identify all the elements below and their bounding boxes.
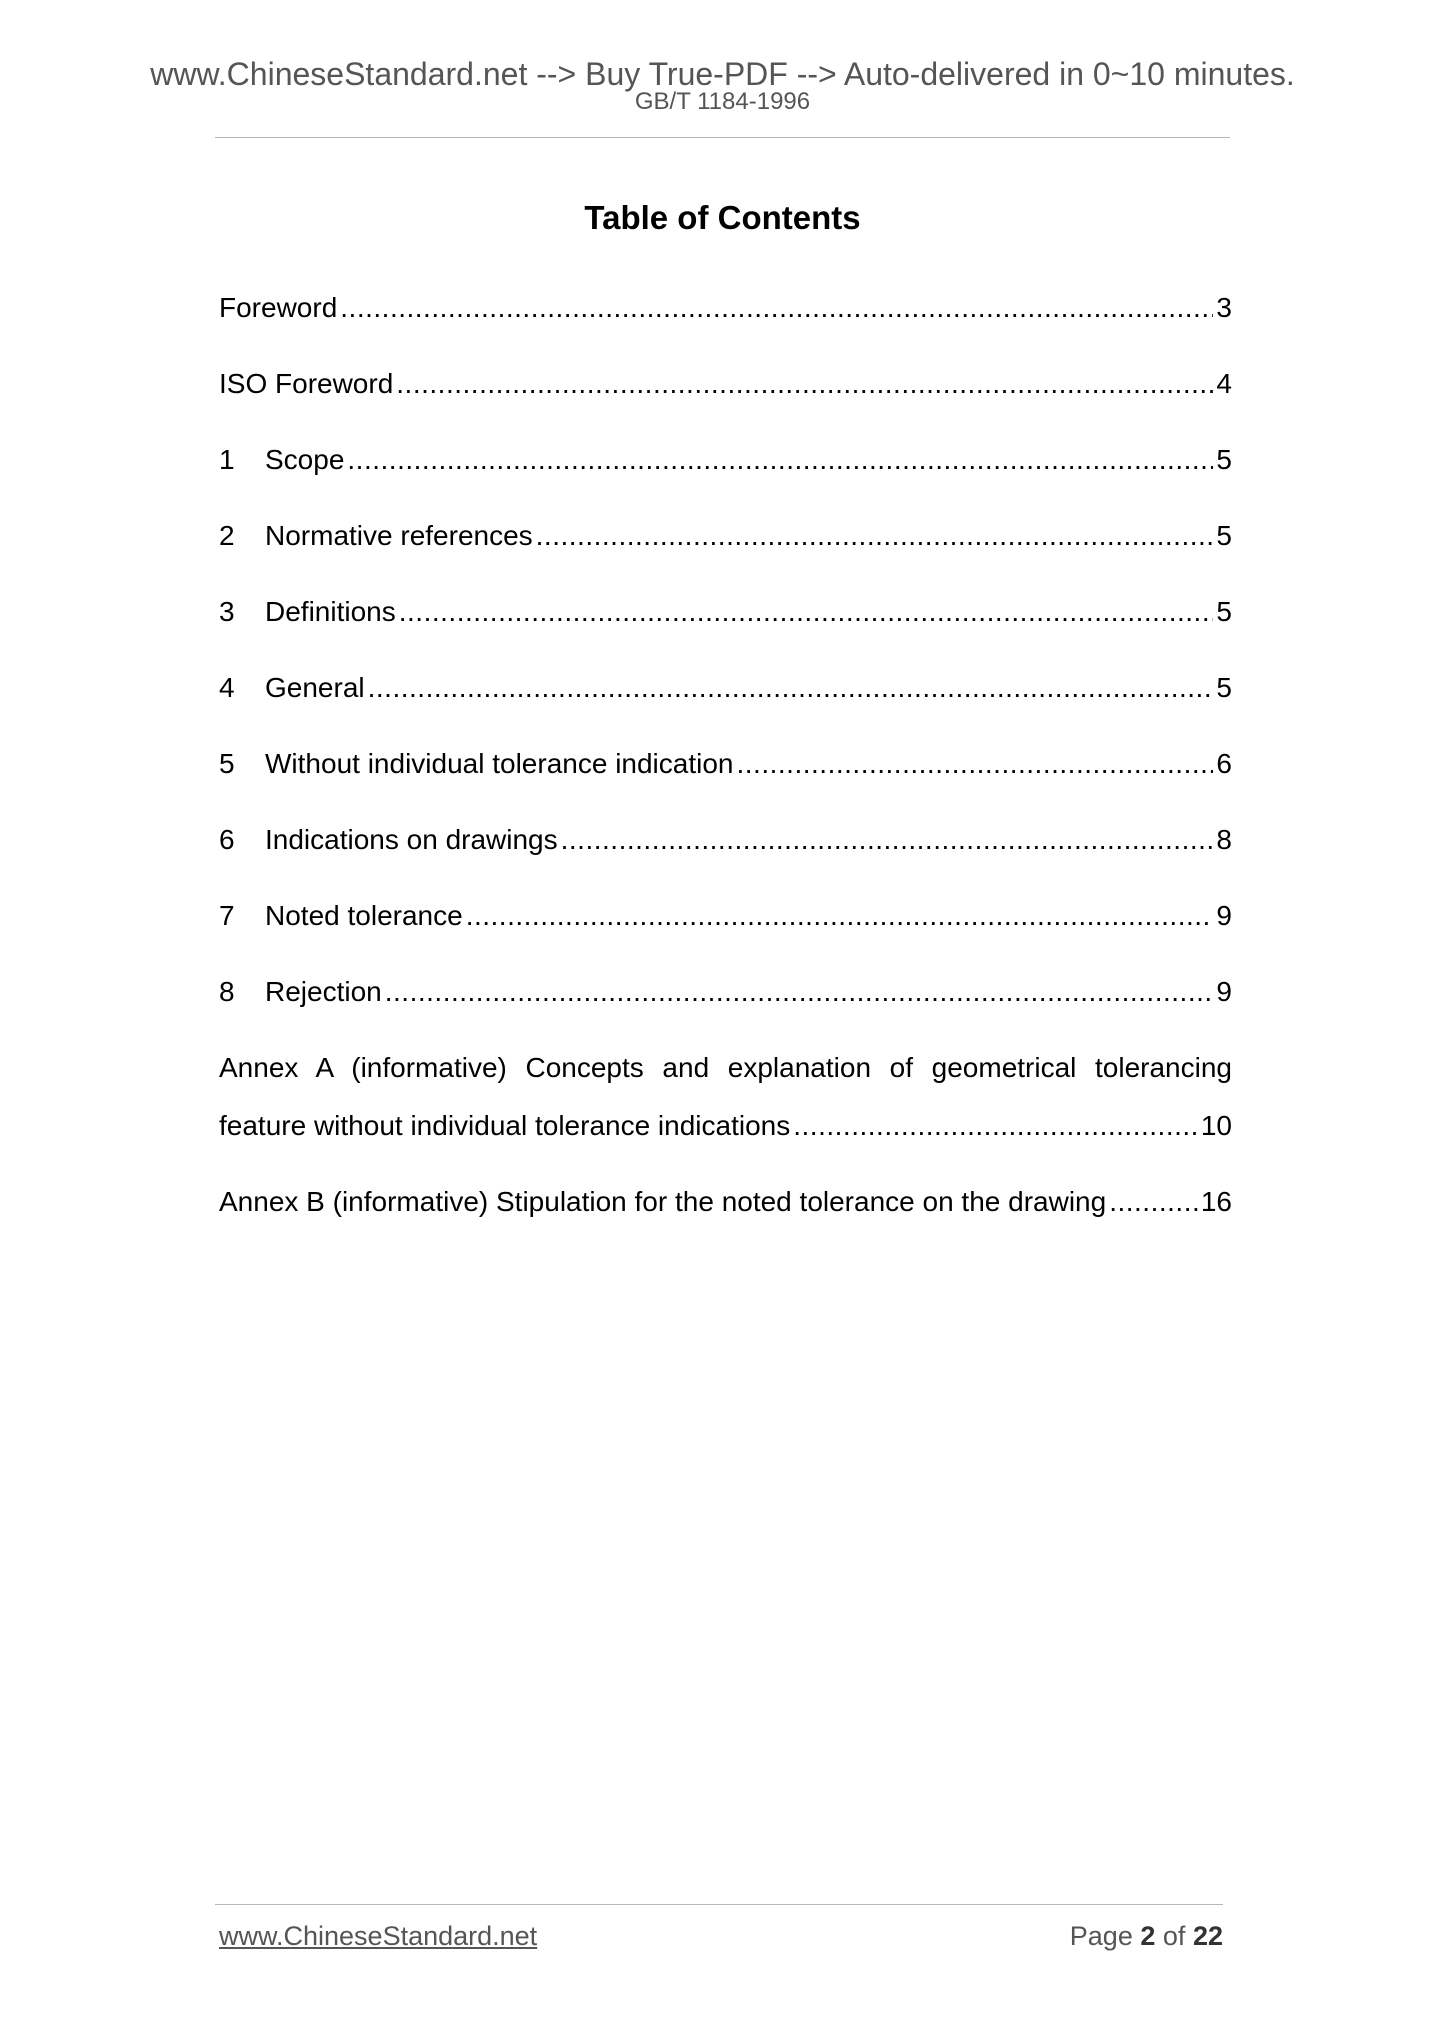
toc-entry-label: Normative references	[265, 520, 533, 551]
toc-entry-number: 2	[219, 520, 235, 551]
toc-entry-definitions[interactable]	[219, 589, 1232, 635]
page-of-word: of	[1162, 1921, 1186, 1951]
toc-leader-dots	[737, 741, 1214, 787]
toc-entry-label: Annex B (informative) Stipulation for the noted tolerance on the drawing	[219, 1186, 1107, 1217]
toc-entry-number: 4	[219, 672, 235, 703]
total-page-count: 22	[1192, 1921, 1223, 1951]
toc-entry-without-individual-tolerance[interactable]	[219, 741, 1232, 787]
toc-entry-number: 3	[219, 596, 235, 627]
toc-leader-dots	[368, 665, 1214, 711]
toc-entry-page: 9	[1216, 976, 1232, 1007]
toc-leader-dots	[466, 893, 1214, 939]
toc-entry-page: 5	[1216, 520, 1232, 551]
toc-entry-label: Definitions	[265, 596, 396, 627]
toc-leader-dots	[347, 437, 1213, 483]
header-divider	[215, 137, 1230, 138]
toc-entry-label: ISO Foreword	[219, 368, 394, 399]
table-of-contents	[219, 285, 1232, 1255]
toc-entry-page: 4	[1216, 368, 1232, 399]
page-prefix: Page	[1069, 1921, 1133, 1951]
toc-entry-number: 8	[219, 976, 235, 1007]
toc-entry-normative-references[interactable]	[219, 513, 1232, 559]
toc-entry-annex-a[interactable]	[219, 1045, 1232, 1149]
toc-leader-dots	[399, 589, 1214, 635]
toc-entry-page: 10	[1200, 1110, 1232, 1141]
toc-entry-label: Foreword	[219, 292, 338, 323]
toc-title: Table of Contents	[584, 199, 861, 236]
toc-entry-indications-on-drawings[interactable]	[219, 817, 1232, 863]
toc-entry-number: 7	[219, 900, 235, 931]
toc-entry-general[interactable]	[219, 665, 1232, 711]
toc-entry-annex-b[interactable]	[219, 1179, 1232, 1225]
toc-entry-page: 6	[1216, 748, 1232, 779]
toc-entry-label-line1: Annex A (informative) Concepts and explanation of geometrical tolerancing	[219, 1052, 1232, 1083]
toc-entry-label: General	[265, 672, 365, 703]
toc-leader-dots	[536, 513, 1214, 559]
toc-entry-label: Scope	[265, 444, 345, 475]
toc-entry-label: Indications on drawings	[265, 824, 558, 855]
toc-entry-number: 6	[219, 824, 235, 855]
toc-entry-noted-tolerance[interactable]	[219, 893, 1232, 939]
toc-leader-dots	[1109, 1179, 1198, 1225]
toc-entry-label: Without individual tolerance indication	[265, 748, 734, 779]
standard-code: GB/T 1184-1996	[634, 88, 811, 115]
toc-entry-label: Rejection	[265, 976, 382, 1007]
page-indicator	[1070, 1919, 1223, 1953]
toc-entry-page: 16	[1200, 1186, 1232, 1217]
toc-entry-rejection[interactable]	[219, 969, 1232, 1015]
toc-entry-label: Noted tolerance	[265, 900, 463, 931]
toc-leader-dots	[340, 285, 1213, 331]
toc-leader-dots	[561, 817, 1214, 863]
toc-entry-page: 5	[1216, 444, 1232, 475]
toc-entry-number: 1	[219, 444, 235, 475]
header-banner[interactable]: www.ChineseStandard.net --> Buy True-PDF --> Auto-delivered in 0~10 minutes.	[150, 56, 1295, 92]
toc-entry-page: 8	[1216, 824, 1232, 855]
toc-entry-scope[interactable]	[219, 437, 1232, 483]
current-page-number: 2	[1140, 1921, 1156, 1951]
toc-entry-foreword[interactable]	[219, 285, 1232, 331]
footer-website-link[interactable]: www.ChineseStandard.net	[219, 1921, 538, 1951]
toc-leader-dots	[396, 361, 1213, 407]
footer-divider	[215, 1904, 1223, 1905]
toc-leader-dots	[385, 969, 1214, 1015]
toc-entry-page: 5	[1216, 596, 1232, 627]
toc-entry-page: 5	[1216, 672, 1232, 703]
toc-leader-dots	[793, 1103, 1198, 1149]
toc-entry-page: 3	[1216, 292, 1232, 323]
toc-entry-page: 9	[1216, 900, 1232, 931]
toc-entry-iso-foreword[interactable]	[219, 361, 1232, 407]
toc-entry-label-line2: feature without individual tolerance indications	[219, 1110, 791, 1141]
toc-entry-number: 5	[219, 748, 235, 779]
